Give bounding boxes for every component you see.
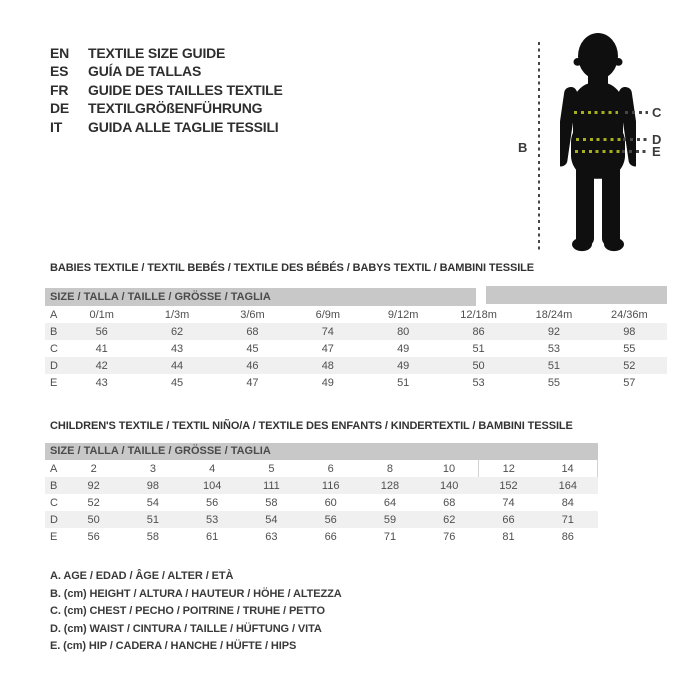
size-cell: 140 bbox=[440, 479, 459, 492]
size-cell: 57 bbox=[623, 376, 636, 389]
size-cell: 0/1m bbox=[89, 308, 114, 321]
row-label-cell: A bbox=[50, 462, 58, 475]
size-cell: 4 bbox=[209, 462, 216, 475]
language-label: TEXTILGRÖßENFÜHRUNG bbox=[88, 100, 263, 117]
child-silhouette-image bbox=[560, 32, 636, 254]
language-title-list bbox=[50, 44, 283, 136]
size-cell: 14 bbox=[538, 460, 597, 477]
size-cell: 71 bbox=[383, 530, 397, 543]
size-cell: 46 bbox=[246, 359, 259, 372]
size-cell: 98 bbox=[146, 479, 160, 492]
row-label-cell: E bbox=[50, 376, 58, 389]
size-cell: 3/6m bbox=[240, 308, 265, 321]
height-label: B bbox=[518, 140, 528, 155]
table-row bbox=[45, 477, 598, 494]
table-row bbox=[45, 306, 667, 323]
size-cell: 58 bbox=[146, 530, 160, 543]
language-row bbox=[50, 118, 283, 136]
size-cell: 5 bbox=[268, 462, 275, 475]
size-cell: 49 bbox=[397, 359, 410, 372]
table-row bbox=[45, 511, 598, 528]
size-cell: 62 bbox=[443, 513, 456, 526]
table-row bbox=[45, 374, 667, 391]
size-cell: 43 bbox=[170, 342, 184, 355]
row-label-cell: A bbox=[50, 308, 58, 321]
legend-line: E. (cm) HIP / CADERA / HANCHE / HÜFTE / HIPS bbox=[50, 640, 297, 653]
size-cell: 55 bbox=[547, 376, 561, 389]
table-row bbox=[45, 340, 667, 357]
size-cell: 104 bbox=[202, 479, 222, 492]
size-cell: 44 bbox=[170, 359, 184, 372]
language-code: FR bbox=[50, 81, 69, 98]
language-code: IT bbox=[50, 118, 63, 135]
babies-size-header-bar-right bbox=[486, 286, 667, 304]
size-cell: 59 bbox=[383, 513, 397, 526]
size-cell: 66 bbox=[324, 530, 337, 543]
size-cell: 24/36m bbox=[610, 308, 648, 321]
language-code: EN bbox=[50, 45, 70, 61]
size-cell: 52 bbox=[87, 496, 100, 509]
size-cell: 45 bbox=[170, 376, 184, 389]
size-cell: 128 bbox=[380, 479, 400, 492]
size-cell: 98 bbox=[623, 325, 636, 338]
row-label-cell: D bbox=[50, 359, 58, 372]
size-cell: 12/18m bbox=[460, 308, 497, 321]
babies-size-table bbox=[45, 306, 667, 391]
size-cell: 92 bbox=[547, 325, 561, 338]
legend-line: C. (cm) CHEST / PECHO / POITRINE / TRUHE / PETTO bbox=[50, 605, 325, 618]
children-size-header-bar bbox=[45, 443, 598, 460]
size-cell: 66 bbox=[502, 513, 515, 526]
size-cell: 3 bbox=[149, 462, 156, 475]
legend-line: B. (cm) HEIGHT / ALTURA / HAUTEUR / HÖHE / ALTEZZA bbox=[50, 587, 342, 600]
size-cell: 58 bbox=[265, 496, 278, 509]
table-row bbox=[45, 323, 667, 340]
table-row bbox=[45, 357, 667, 374]
size-cell: 56 bbox=[206, 496, 219, 509]
size-cell: 45 bbox=[246, 342, 259, 355]
row-label-cell: D bbox=[50, 513, 58, 526]
size-cell: 62 bbox=[170, 325, 184, 338]
height-measure-line bbox=[538, 42, 540, 253]
size-cell: 48 bbox=[321, 359, 334, 372]
size-cell: 12 bbox=[479, 460, 538, 477]
size-cell: 47 bbox=[321, 342, 334, 355]
size-header-label: SIZE / TALLA / TAILLE / GRÖSSE / TAGLIA bbox=[50, 445, 271, 457]
hip-measure-line-body bbox=[575, 150, 621, 153]
hip-label: E bbox=[652, 144, 661, 159]
children-table-title: CHILDREN'S TEXTILE / TEXTIL NIÑO/A / TEXTILE DES ENFANTS / KINDERTEXTIL / BAMBINI TESSILE bbox=[50, 420, 573, 432]
size-cell: 54 bbox=[146, 496, 160, 509]
size-cell: 52 bbox=[623, 359, 636, 372]
waist-label: D bbox=[652, 131, 662, 147]
size-cell: 74 bbox=[321, 325, 334, 338]
size-cell: 164 bbox=[558, 479, 577, 492]
size-cell: 86 bbox=[561, 530, 574, 543]
size-cell: 54 bbox=[265, 513, 278, 526]
waist-measure-line-body bbox=[576, 138, 621, 141]
chest-label: C bbox=[652, 105, 662, 120]
language-code: ES bbox=[50, 63, 69, 80]
size-cell: 51 bbox=[472, 342, 485, 355]
waist-measure-line-outer bbox=[623, 138, 648, 141]
language-row bbox=[50, 99, 283, 117]
size-cell: 63 bbox=[265, 530, 278, 543]
size-cell: 18/24m bbox=[535, 308, 573, 321]
babies-table-title: BABIES TEXTILE / TEXTIL BEBÉS / TEXTILE DES BÉBÉS / BABYS TEXTIL / BAMBINI TESSILE bbox=[50, 262, 535, 274]
size-cell: 152 bbox=[499, 479, 518, 492]
chest-measure-line-body bbox=[574, 111, 618, 114]
size-cell: 55 bbox=[623, 342, 636, 355]
size-cell: 81 bbox=[502, 530, 515, 543]
size-cell: 50 bbox=[472, 359, 485, 372]
language-row bbox=[50, 81, 283, 99]
size-cell: 6 bbox=[327, 462, 334, 475]
size-cell: 49 bbox=[397, 342, 410, 355]
legend-line: A. AGE / EDAD / ÂGE / ALTER / ETÀ bbox=[50, 570, 234, 582]
size-cell: 56 bbox=[324, 513, 337, 526]
language-label: TEXTILE SIZE GUIDE bbox=[88, 45, 226, 61]
row-label-cell: B bbox=[50, 325, 58, 338]
table-row bbox=[45, 528, 598, 545]
size-header-label: SIZE / TALLA / TAILLE / GRÖSSE / TAGLIA bbox=[50, 291, 271, 303]
size-cell: 60 bbox=[324, 496, 337, 509]
size-cell: 43 bbox=[95, 376, 108, 389]
measurement-legend bbox=[50, 568, 342, 656]
size-cell: 116 bbox=[321, 479, 340, 492]
size-cell: 56 bbox=[87, 530, 100, 543]
size-cell: 50 bbox=[87, 513, 100, 526]
size-cell: 2 bbox=[90, 462, 97, 475]
size-cell: 8 bbox=[386, 462, 394, 475]
size-cell: 47 bbox=[246, 376, 259, 389]
babies-size-header-bar bbox=[45, 288, 476, 306]
size-cell: 80 bbox=[397, 325, 410, 338]
legend-line: D. (cm) WAIST / CINTURA / TAILLE / HÜFTUNG / VITA bbox=[50, 622, 322, 635]
table-row bbox=[45, 494, 598, 511]
row-label-cell: C bbox=[50, 496, 58, 509]
size-cell: 41 bbox=[95, 342, 108, 355]
row-label-cell: C bbox=[50, 342, 58, 355]
size-cell: 71 bbox=[561, 513, 574, 526]
size-cell: 6/9m bbox=[315, 308, 341, 321]
language-label: GUÍA DE TALLAS bbox=[88, 63, 202, 80]
size-cell: 74 bbox=[502, 496, 515, 509]
size-cell: 10 bbox=[442, 462, 456, 475]
size-cell: 53 bbox=[472, 376, 485, 389]
language-label: GUIDA ALLE TAGLIE TESSILI bbox=[88, 118, 279, 135]
size-cell: 84 bbox=[561, 496, 574, 509]
size-cell: 86 bbox=[472, 325, 485, 338]
size-cell: 68 bbox=[443, 496, 456, 509]
language-row bbox=[50, 62, 283, 80]
children-size-table bbox=[45, 460, 598, 545]
size-cell: 76 bbox=[443, 530, 456, 543]
size-cell: 1/3m bbox=[164, 308, 190, 321]
size-cell: 92 bbox=[87, 479, 100, 492]
language-code: DE bbox=[50, 100, 70, 117]
row-label-cell: B bbox=[50, 479, 58, 492]
size-cell: 42 bbox=[95, 359, 108, 372]
size-cell: 51 bbox=[547, 359, 561, 372]
language-label: GUIDE DES TAILLES TEXTILE bbox=[88, 81, 283, 98]
hip-measure-line-outer bbox=[622, 150, 648, 153]
size-cell: 53 bbox=[206, 513, 219, 526]
table-row bbox=[45, 460, 598, 477]
size-cell: 51 bbox=[397, 376, 410, 389]
size-cell: 49 bbox=[321, 376, 334, 389]
size-cell: 56 bbox=[95, 325, 108, 338]
language-row bbox=[50, 44, 283, 62]
size-cell: 9/12m bbox=[387, 308, 419, 321]
chest-measure-line-outer bbox=[625, 111, 648, 114]
size-cell: 53 bbox=[547, 342, 561, 355]
size-cell: 64 bbox=[383, 496, 397, 509]
size-cell: 68 bbox=[246, 325, 259, 338]
size-cell: 61 bbox=[206, 530, 219, 543]
size-cell: 51 bbox=[146, 513, 160, 526]
row-label-cell: E bbox=[50, 530, 58, 543]
size-cell: 111 bbox=[263, 479, 280, 492]
